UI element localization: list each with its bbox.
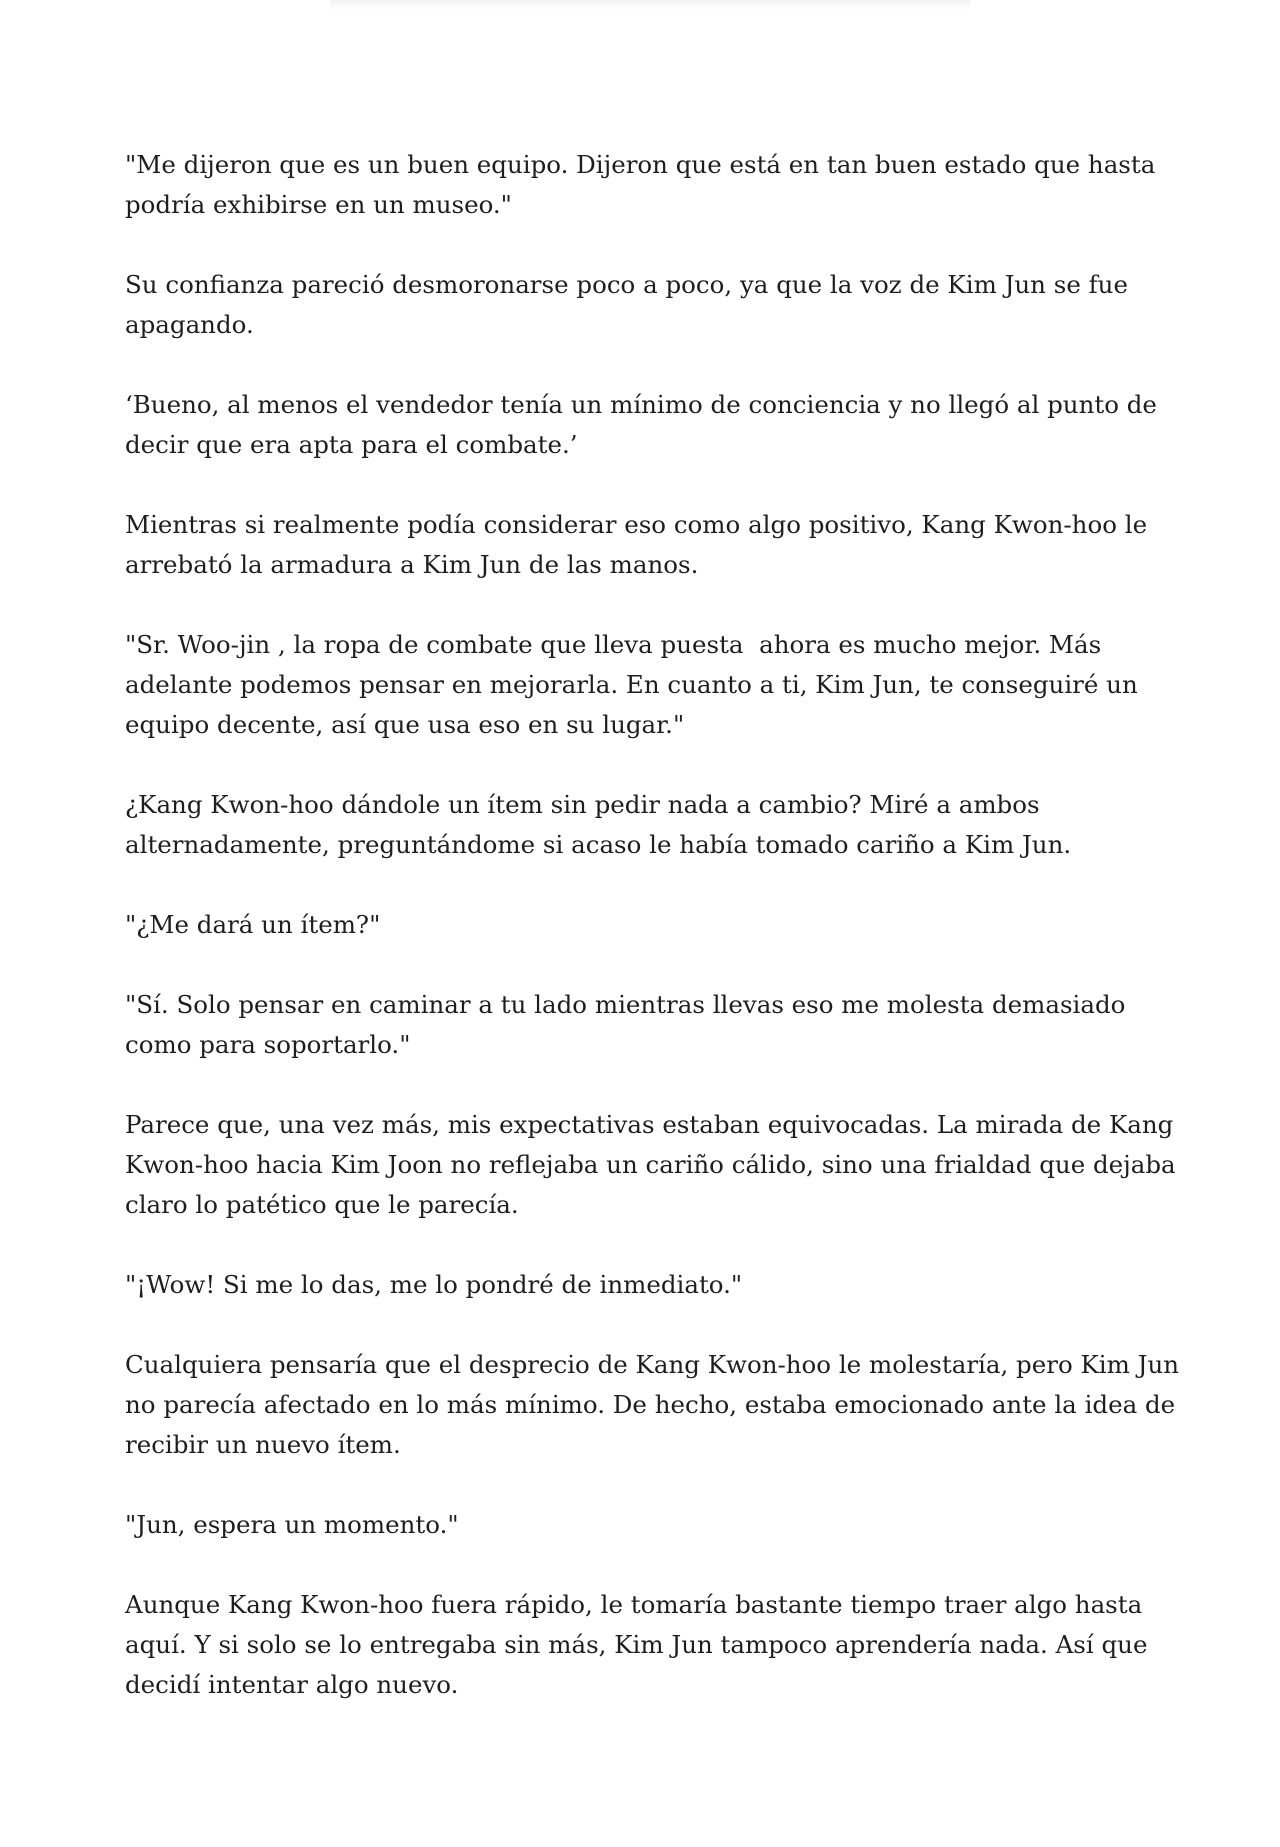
paragraph: Parece que, una vez más, mis expectativas estaban equivocadas. La mirada de Kang Kwon-hoo hacia Kim Joon no reflejaba un cariño cálido, sino una frialdad que dejaba claro lo patético que le parecía.: [125, 1110, 1184, 1219]
paragraph: ‘Bueno, al menos el vendedor tenía un mínimo de conciencia y no llegó al punto de decir que era apta para el combate.’: [125, 390, 1165, 459]
top-edge-shadow: [330, 0, 970, 10]
paragraph: "Sí. Solo pensar en caminar a tu lado mientras llevas eso me molesta demasiado como para soportarlo.": [125, 990, 1134, 1059]
paragraph: "Me dijeron que es un buen equipo. Dijeron que está en tan buen estado que hasta podría exhibirse en un museo.": [125, 150, 1164, 219]
paragraph: "Jun, espera un momento.": [125, 1510, 459, 1539]
paragraph: Mientras si realmente podía considerar eso como algo positivo, Kang Kwon-hoo le arrebató la armadura a Kim Jun de las manos.: [125, 510, 1155, 579]
document-body: [125, 145, 1185, 1745]
paragraph: ¿Kang Kwon-hoo dándole un ítem sin pedir nada a cambio? Miré a ambos alternadamente, preguntándome si acaso le había tomado cariño a Kim Jun.: [125, 790, 1072, 859]
paragraph: Cualquiera pensaría que el desprecio de Kang Kwon-hoo le molestaría, pero Kim Jun no parecía afectado en lo más mínimo. De hecho, estaba emocionado ante la idea de recibir un nuevo ítem.: [125, 1350, 1187, 1459]
paragraph: "¡Wow! Si me lo das, me lo pondré de inmediato.": [125, 1270, 743, 1299]
paragraph: "¿Me dará un ítem?": [125, 910, 381, 939]
paragraph: Aunque Kang Kwon-hoo fuera rápido, le tomaría bastante tiempo traer algo hasta aquí. Y si solo se lo entregaba sin más, Kim Jun tampoco aprendería nada. Así que decidí intentar algo nuevo.: [125, 1590, 1156, 1699]
paragraph: Su confianza pareció desmoronarse poco a poco, ya que la voz de Kim Jun se fue apagando.: [125, 270, 1136, 339]
paragraph: "Sr. Woo-jin , la ropa de combate que lleva puesta ahora es mucho mejor. Más adelante podemos pensar en mejorarla. En cuanto a ti, Kim Jun, te conseguiré un equipo decente, así que usa eso en su lugar.": [125, 630, 1146, 739]
